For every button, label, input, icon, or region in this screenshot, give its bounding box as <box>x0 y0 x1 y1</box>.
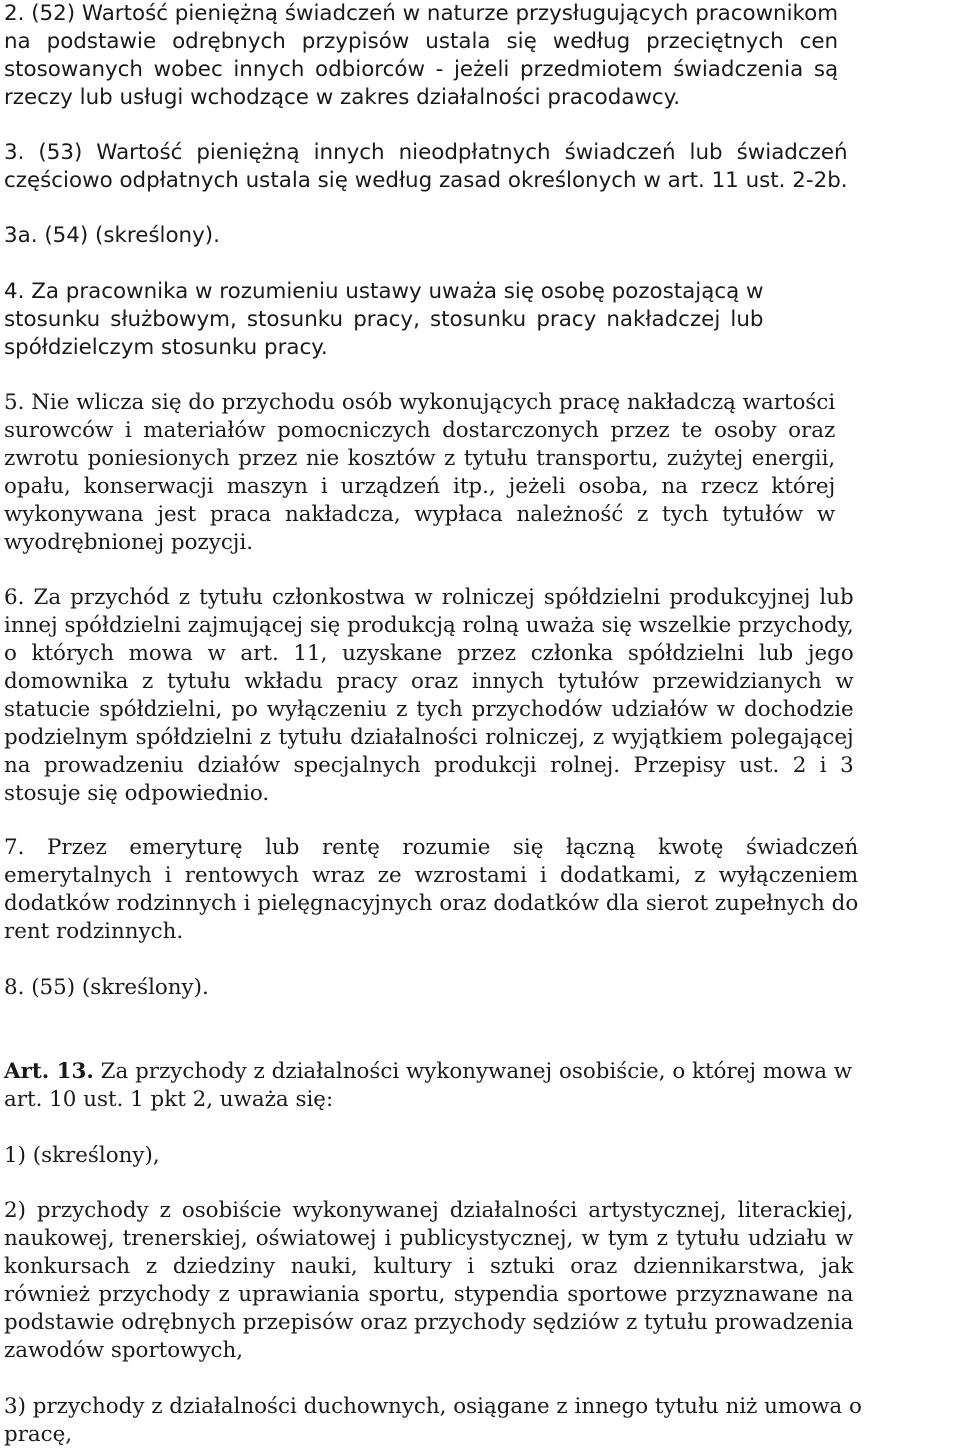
text-line: stosowanych wobec innych odbiorców - jeżeli przedmiotem świadczenia są <box>4 57 839 82</box>
paragraph-7 <box>4 834 858 946</box>
article-13 <box>4 1058 852 1114</box>
text-line: opału, konserwacji maszyn i urządzeń itp., jeżeli osoba, na rzecz której <box>4 474 836 499</box>
text-line: surowców i materiałów pomocniczych dostarczonych przez te osoby oraz <box>4 418 836 443</box>
text-line: na prowadzeniu działów specjalnych produkcji rolnej. Przepisy ust. 2 i 3 <box>4 753 854 778</box>
text-line: 3) przychody z działalności duchownych, osiągane z innego tytułu niż umowa o <box>4 1394 862 1419</box>
text-line: spółdzielczym stosunku pracy. <box>4 335 328 360</box>
text-line: wyodrębnionej pozycji. <box>4 530 254 555</box>
text-line: konkursach z dziedziny nauki, kultury i sztuki oraz dziennikarstwa, jak <box>4 1254 854 1279</box>
text-line: podzielnym spółdzielni z tytułu działalności rolniczej, z wyjątkiem polegającej <box>4 725 854 750</box>
text-line: naukowej, trenerskiej, oświatowej i publicystycznej, w tym z tytułu udziału w <box>4 1226 854 1251</box>
text-line: podstawie odrębnych przepisów oraz przychody sędziów z tytułu prowadzenia <box>4 1310 854 1335</box>
text-line: rzeczy lub usługi wchodzące w zakres działalności pracodawcy. <box>4 85 681 110</box>
text-line: 5. Nie wlicza się do przychodu osób wykonujących pracę nakładczą wartości <box>4 390 836 415</box>
text-line: dodatków rodzinnych i pielęgnacyjnych oraz dodatków dla sierot zupełnych do <box>4 891 859 916</box>
paragraph-2 <box>4 0 838 112</box>
text-line: rent rodzinnych. <box>4 919 184 944</box>
text-line: zawodów sportowych, <box>4 1338 244 1363</box>
text-line: pracę, <box>4 1422 73 1447</box>
point-1 <box>4 1142 160 1170</box>
text-line: zwrotu poniesionych przez nie kosztów z tytułu transportu, zużytej energii, <box>4 446 836 471</box>
text-line: stosuje się odpowiednio. <box>4 781 270 806</box>
text-line: domownika z tytułu wkładu pracy oraz innych tytułów przewidzianych w <box>4 669 854 694</box>
point-2 <box>4 1197 853 1365</box>
text-line: innej spółdzielni zajmującej się produkcją rolną uważa się wszelkie przychody, <box>4 613 854 638</box>
text-line: 6. Za przychód z tytułu członkostwa w rolniczej spółdzielni produkcyjnej lub <box>4 585 854 610</box>
point-3 <box>4 1393 862 1449</box>
text-line: również przychody z uprawiania sportu, stypendia sportowe przyznawane na <box>4 1282 854 1307</box>
paragraph-5 <box>4 389 835 557</box>
text-line: 3. (53) Wartość pieniężną innych nieodpłatnych świadczeń lub świadczeń <box>4 140 848 165</box>
paragraph-8 <box>4 974 209 1002</box>
text-line: 8. (55) (skreślony). <box>4 975 209 1000</box>
text-line: 1) (skreślony), <box>4 1143 160 1168</box>
article-text: Za przychody z działalności wykonywanej osobiście, o której mowa w <box>93 1059 853 1084</box>
text-line: o których mowa w art. 11, uzyskane przez członka spółdzielni lub jego <box>4 641 854 666</box>
text-line: 4. Za pracownika w rozumieniu ustawy uważa się osobę pozostającą w <box>4 279 764 304</box>
paragraph-4 <box>4 278 763 362</box>
text-line: 2) przychody z osobiście wykonywanej działalności artystycznej, literackiej, <box>4 1198 854 1223</box>
text-line: 3a. (54) (skreślony). <box>4 223 220 248</box>
paragraph-3 <box>4 139 848 195</box>
paragraph-6 <box>4 584 854 808</box>
text-line: częściowo odpłatnych ustala się według zasad określonych w art. 11 ust. 2-2b. <box>4 168 848 193</box>
text-line: wykonywana jest praca nakładcza, wypłaca należność z tych tytułów w <box>4 502 836 527</box>
text-line: emerytalnych i rentowych wraz ze wzrostami i dodatkami, z wyłączeniem <box>4 863 859 888</box>
text-line: statucie spółdzielni, po wyłączeniu z tych przychodów udziałów w dochodzie <box>4 697 854 722</box>
text-line: na podstawie odrębnych przypisów ustala się według przeciętnych cen <box>4 29 839 54</box>
article-number: Art. 13. <box>4 1059 94 1084</box>
text-line: 2. (52) Wartość pieniężną świadczeń w naturze przysługujących pracownikom <box>4 1 839 26</box>
paragraph-3a <box>4 222 220 250</box>
text-line: 7. Przez emeryturę lub rentę rozumie się łączną kwotę świadczeń <box>4 835 859 860</box>
text-line: stosunku służbowym, stosunku pracy, stosunku pracy nakładczej lub <box>4 307 764 332</box>
text-line <box>4 1058 852 1086</box>
text-line: art. 10 ust. 1 pkt 2, uważa się: <box>4 1087 334 1112</box>
